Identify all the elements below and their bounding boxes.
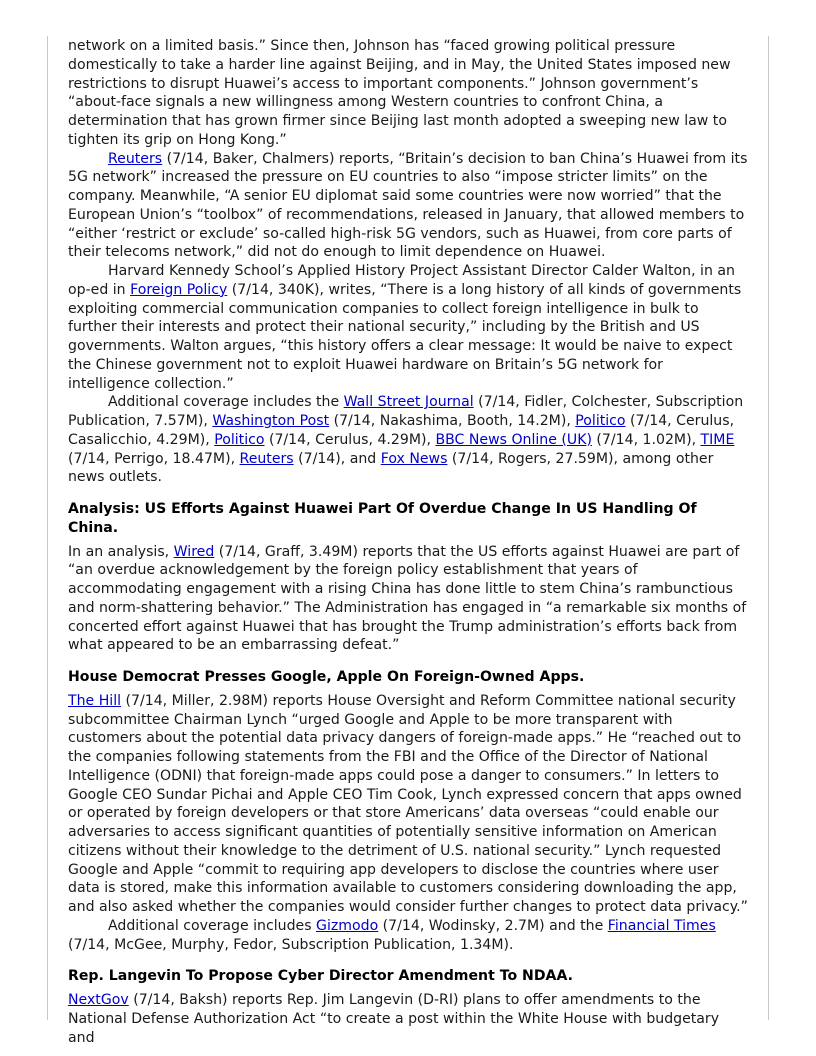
link-washington-post[interactable]: Washington Post [212,413,330,429]
paragraph-text: (7/14, McGee, Murphy, Fedor, Subscription Publication, 1.34M). [68,936,514,953]
link-politico-2[interactable]: Politico [214,431,265,448]
link-reuters[interactable]: Reuters [108,150,163,167]
paragraph-text: (7/14, Perrigo, 18.47M), [68,450,240,467]
link-foreign-policy[interactable]: Foreign Policy [130,281,228,298]
document-page [68,37,748,1047]
paragraph-wired [68,543,748,656]
link-wall-street-journal[interactable]: Wall Street Journal [343,394,474,411]
paragraph-text: In an analysis, [68,543,174,560]
paragraph-text: (7/14, Cerulus, Casalicchio, 4.29M), [68,413,735,448]
left-margin-rule [47,36,48,1020]
paragraph-text: (7/14, Rogers, 27.59M), among other news outlets. [68,450,714,486]
paragraph-text: (7/14, Graff, 3.49M) reports that the US efforts against Huawei are part of “an overdue acknowledgement by the foreign policy establishment that years of accommodating engagement with a rising China has done little to stem China’s rambunctious and norm-shattering behavior.” The Administration has engaged in “a remarkable six months of concerted effort against Huawei that has brought the Trump administration’s efforts back from what appeared to be an embarrassing defeat.” [68,543,747,654]
paragraph-text: (7/14, Wodinsky, 2.7M) and the [378,917,608,934]
paragraph-additional-coverage [68,393,748,487]
paragraph-text: (7/14, Miller, 2.98M) reports House Oversight and Reform Committee national security subcommittee Chairman Lynch “urged Google and Apple to be more transparent with customers about the potential data privacy dangers of foreign-made apps.” He “reached out to the companies following statements from the FBI and the Office of the Director of National Intelligence (ODNI) that foreign-made apps could pose a danger to consumers.” In letters to Google CEO Sundar Pichai and Apple CEO Tim Cook, Lynch expressed concern that apps owned or operated by foreign developers or that store Americans’ data overseas “could enable our adversaries to access significant quantities of potentially sensitive information on American citizens without their knowledge to the detriment of U.S. national security.” Lynch requested Google and Apple “commit to requiring app developers to disclose the countries where user data is stored, make this information available to customers considering downloading the app, and also asked whether the companies would consider further changes to protect data privacy.” [68,692,748,915]
right-margin-rule [768,36,769,1020]
paragraph-text: (7/14, 1.02M), [591,431,701,448]
paragraph-text: Additional coverage includes the [108,394,344,411]
heading-house-democrat: House Democrat Presses Google, Apple On Foreign-Owned Apps. [68,669,585,685]
link-bbc-news-online[interactable]: BBC News Online (UK) [435,431,592,448]
paragraph-text: (7/14, Fidler, Colchester, Subscription Publication, 7.57M), [68,394,744,429]
link-politico[interactable]: Politico [575,413,626,429]
heading-langevin: Rep. Langevin To Propose Cyber Director Amendment To NDAA. [68,968,573,985]
link-fox-news[interactable]: Fox News [380,450,448,467]
heading-analysis-huawei: Analysis: US Efforts Against Huawei Part Of Overdue Change In US Handling Of China. [68,501,697,536]
paragraph-additional-coverage-2 [68,917,748,955]
paragraph-the-hill [68,692,748,917]
paragraph-nextgov [68,991,748,1047]
paragraph-text: (7/14, Nakashima, Booth, 14.2M), [329,413,576,429]
link-the-hill[interactable]: The Hill [68,692,122,709]
paragraph-walton [68,262,748,393]
link-nextgov[interactable]: NextGov [68,992,129,1008]
link-gizmodo[interactable]: Gizmodo [316,917,379,934]
link-wired[interactable]: Wired [173,543,215,560]
paragraph-text: (7/14, 340K), writes, “There is a long history of all kinds of governments exploiting commercial communication companies to collect foreign intelligence in bulk to further their interests and protect their national security,” including by the British and US governments. Walton argues, “this history offers a clear message: It would be naive to expect the Chinese government not to exploit Huawei hardware on Britain’s 5G network for intelligence collection.” [68,281,742,392]
link-reuters-2[interactable]: Reuters [239,450,294,467]
paragraph-text: (7/14), and [293,450,381,467]
paragraph-text: Harvard Kennedy School’s Applied History Project Assistant Director Calder Walton, in an op-ed in [68,263,735,298]
paragraph-johnson [68,37,748,150]
paragraph-reuters [68,150,748,263]
link-financial-times[interactable]: Financial Times [607,917,716,934]
paragraph-text: (7/14, Baksh) reports Rep. Jim Langevin (D-RI) plans to offer amendments to the National Defense Authorization Act “to create a post within the White House with budgetary and [68,992,720,1046]
link-time[interactable]: TIME [700,431,735,448]
paragraph-text: (7/14, Baker, Chalmers) reports, “Britain’s decision to ban China’s Huawei from its 5G network” increased the pressure on EU countries to also “impose stricter limits” on the company. Meanwhile, “A senior EU diplomat said some countries were now worried” that the European Union’s “toolbox” of recommendations, released in January, that allowed members to “either ‘restrict or exclude’ so-called high-risk 5G vendors, such as Huawei, from core parts of their telecoms network,” did not do enough to limit dependence on Huawei. [68,150,748,261]
paragraph-text: network on a limited basis.” Since then, Johnson has “faced growing political pressure domestically to take a harder line against Beijing, and in May, the United States imposed new restrictions to disrupt Huawei’s access to important components.” Johnson government’s “about-face signals a new willingness among Western countries to confront China, a determination that has grown firmer since Beijing last month adopted a sweeping new law to tighten its grip on Hong Kong.” [68,38,731,148]
paragraph-text: Additional coverage includes [108,917,317,934]
paragraph-text: (7/14, Cerulus, 4.29M), [264,431,436,448]
